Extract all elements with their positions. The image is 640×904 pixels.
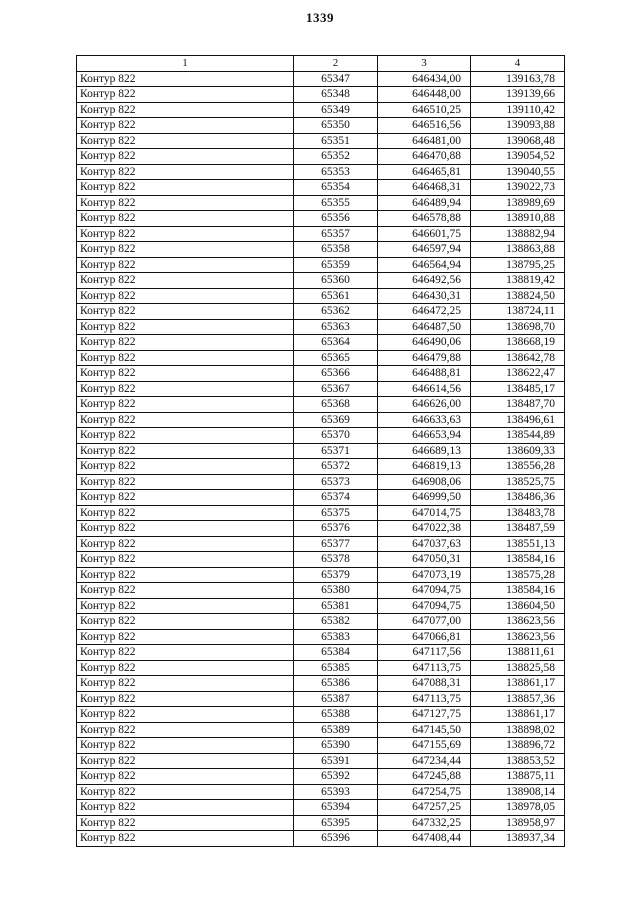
x-coordinate-cell: 647073,19 (378, 567, 471, 583)
x-coordinate-cell: 647077,00 (378, 614, 471, 630)
point-number-cell: 65396 (294, 831, 378, 847)
contour-name-cell: Контур 822 (77, 831, 294, 847)
table-row (77, 443, 565, 459)
contour-name-cell: Контур 822 (77, 459, 294, 475)
table-row (77, 350, 565, 366)
y-coordinate-cell: 138910,88 (471, 211, 565, 227)
x-coordinate-cell: 647066,81 (378, 629, 471, 645)
table-row (77, 257, 565, 273)
x-coordinate-cell: 647145,50 (378, 722, 471, 738)
x-coordinate-cell: 647088,31 (378, 676, 471, 692)
y-coordinate-cell: 138496,61 (471, 412, 565, 428)
table-row (77, 164, 565, 180)
x-coordinate-cell: 646434,00 (378, 71, 471, 87)
point-number-cell: 65367 (294, 381, 378, 397)
contour-name-cell: Контур 822 (77, 288, 294, 304)
table-row (77, 629, 565, 645)
y-coordinate-cell: 138857,36 (471, 691, 565, 707)
y-coordinate-cell: 138485,17 (471, 381, 565, 397)
x-coordinate-cell: 647332,25 (378, 815, 471, 831)
point-number-cell: 65373 (294, 474, 378, 490)
contour-name-cell: Контур 822 (77, 71, 294, 87)
contour-name-cell: Контур 822 (77, 536, 294, 552)
y-coordinate-cell: 138575,28 (471, 567, 565, 583)
x-coordinate-cell: 646510,25 (378, 102, 471, 118)
contour-name-cell: Контур 822 (77, 397, 294, 413)
table-row (77, 614, 565, 630)
point-number-cell: 65379 (294, 567, 378, 583)
y-coordinate-cell: 138544,89 (471, 428, 565, 444)
point-number-cell: 65383 (294, 629, 378, 645)
point-number-cell: 65356 (294, 211, 378, 227)
point-number-cell: 65352 (294, 149, 378, 165)
x-coordinate-cell: 646479,88 (378, 350, 471, 366)
page-number: 1339 (306, 10, 334, 25)
x-coordinate-cell: 647037,63 (378, 536, 471, 552)
x-coordinate-cell: 646448,00 (378, 87, 471, 103)
table-row (77, 412, 565, 428)
table-row (77, 815, 565, 831)
point-number-cell: 65378 (294, 552, 378, 568)
table-row (77, 583, 565, 599)
y-coordinate-cell: 138958,97 (471, 815, 565, 831)
table-row (77, 149, 565, 165)
point-number-cell: 65376 (294, 521, 378, 537)
y-coordinate-cell: 138978,05 (471, 800, 565, 816)
y-coordinate-cell: 138623,56 (471, 629, 565, 645)
contour-name-cell: Контур 822 (77, 490, 294, 506)
point-number-cell: 65362 (294, 304, 378, 320)
point-number-cell: 65363 (294, 319, 378, 335)
column-header-3: 3 (378, 56, 471, 72)
table-body (77, 71, 565, 846)
table-row (77, 71, 565, 87)
table-row (77, 87, 565, 103)
x-coordinate-cell: 646626,00 (378, 397, 471, 413)
point-number-cell: 65374 (294, 490, 378, 506)
point-number-cell: 65347 (294, 71, 378, 87)
contour-name-cell: Контур 822 (77, 412, 294, 428)
contour-name-cell: Контур 822 (77, 738, 294, 754)
contour-name-cell: Контур 822 (77, 691, 294, 707)
point-number-cell: 65394 (294, 800, 378, 816)
point-number-cell: 65366 (294, 366, 378, 382)
point-number-cell: 65348 (294, 87, 378, 103)
contour-name-cell: Контур 822 (77, 118, 294, 134)
y-coordinate-cell: 138698,70 (471, 319, 565, 335)
point-number-cell: 65365 (294, 350, 378, 366)
point-number-cell: 65381 (294, 598, 378, 614)
table-row (77, 490, 565, 506)
point-number-cell: 65393 (294, 784, 378, 800)
y-coordinate-cell: 139054,52 (471, 149, 565, 165)
y-coordinate-cell: 138584,16 (471, 583, 565, 599)
table-row (77, 381, 565, 397)
contour-name-cell: Контур 822 (77, 521, 294, 537)
table-row (77, 676, 565, 692)
table-row (77, 474, 565, 490)
x-coordinate-cell: 647234,44 (378, 753, 471, 769)
x-coordinate-cell: 647094,75 (378, 598, 471, 614)
point-number-cell: 65349 (294, 102, 378, 118)
x-coordinate-cell: 646470,88 (378, 149, 471, 165)
y-coordinate-cell: 139110,42 (471, 102, 565, 118)
contour-name-cell: Контур 822 (77, 133, 294, 149)
table-row (77, 800, 565, 816)
point-number-cell: 65371 (294, 443, 378, 459)
x-coordinate-cell: 646578,88 (378, 211, 471, 227)
y-coordinate-cell: 138668,19 (471, 335, 565, 351)
contour-name-cell: Контур 822 (77, 87, 294, 103)
point-number-cell: 65360 (294, 273, 378, 289)
y-coordinate-cell: 138483,78 (471, 505, 565, 521)
point-number-cell: 65395 (294, 815, 378, 831)
y-coordinate-cell: 138556,28 (471, 459, 565, 475)
x-coordinate-cell: 647050,31 (378, 552, 471, 568)
table-row (77, 195, 565, 211)
table-row (77, 521, 565, 537)
point-number-cell: 65361 (294, 288, 378, 304)
y-coordinate-cell: 138825,58 (471, 660, 565, 676)
x-coordinate-cell: 646597,94 (378, 242, 471, 258)
y-coordinate-cell: 138908,14 (471, 784, 565, 800)
table-row (77, 769, 565, 785)
x-coordinate-cell: 646601,75 (378, 226, 471, 242)
table-row (77, 397, 565, 413)
y-coordinate-cell: 138525,75 (471, 474, 565, 490)
contour-name-cell: Контур 822 (77, 226, 294, 242)
y-coordinate-cell: 138863,88 (471, 242, 565, 258)
y-coordinate-cell: 139093,88 (471, 118, 565, 134)
x-coordinate-cell: 646908,06 (378, 474, 471, 490)
column-header-4: 4 (471, 56, 565, 72)
table-row (77, 335, 565, 351)
x-coordinate-cell: 646488,81 (378, 366, 471, 382)
contour-name-cell: Контур 822 (77, 180, 294, 196)
table-row (77, 319, 565, 335)
table-row (77, 505, 565, 521)
contour-name-cell: Контур 822 (77, 164, 294, 180)
x-coordinate-cell: 646430,31 (378, 288, 471, 304)
y-coordinate-cell: 138609,33 (471, 443, 565, 459)
x-coordinate-cell: 646487,50 (378, 319, 471, 335)
table-row (77, 242, 565, 258)
contour-name-cell: Контур 822 (77, 769, 294, 785)
table-row (77, 567, 565, 583)
y-coordinate-cell: 138622,47 (471, 366, 565, 382)
x-coordinate-cell: 646465,81 (378, 164, 471, 180)
y-coordinate-cell: 138989,69 (471, 195, 565, 211)
contour-name-cell: Контур 822 (77, 614, 294, 630)
table-row (77, 304, 565, 320)
point-number-cell: 65351 (294, 133, 378, 149)
x-coordinate-cell: 646492,56 (378, 273, 471, 289)
point-number-cell: 65372 (294, 459, 378, 475)
contour-name-cell: Контур 822 (77, 815, 294, 831)
y-coordinate-cell: 138898,02 (471, 722, 565, 738)
y-coordinate-cell: 138795,25 (471, 257, 565, 273)
contour-name-cell: Контур 822 (77, 381, 294, 397)
x-coordinate-cell: 647127,75 (378, 707, 471, 723)
table-row (77, 738, 565, 754)
x-coordinate-cell: 647014,75 (378, 505, 471, 521)
y-coordinate-cell: 139139,66 (471, 87, 565, 103)
y-coordinate-cell: 139068,48 (471, 133, 565, 149)
contour-name-cell: Контур 822 (77, 428, 294, 444)
contour-name-cell: Контур 822 (77, 505, 294, 521)
table-row (77, 211, 565, 227)
y-coordinate-cell: 138819,42 (471, 273, 565, 289)
x-coordinate-cell: 646490,06 (378, 335, 471, 351)
contour-name-cell: Контур 822 (77, 784, 294, 800)
table-row (77, 707, 565, 723)
y-coordinate-cell: 139022,73 (471, 180, 565, 196)
point-number-cell: 65391 (294, 753, 378, 769)
contour-name-cell: Контур 822 (77, 552, 294, 568)
x-coordinate-cell: 647254,75 (378, 784, 471, 800)
y-coordinate-cell: 139040,55 (471, 164, 565, 180)
x-coordinate-cell: 646633,63 (378, 412, 471, 428)
point-number-cell: 65377 (294, 536, 378, 552)
point-number-cell: 65353 (294, 164, 378, 180)
contour-name-cell: Контур 822 (77, 676, 294, 692)
coordinates-table (76, 55, 565, 847)
contour-name-cell: Контур 822 (77, 800, 294, 816)
x-coordinate-cell: 647117,56 (378, 645, 471, 661)
y-coordinate-cell: 138896,72 (471, 738, 565, 754)
point-number-cell: 65386 (294, 676, 378, 692)
x-coordinate-cell: 646472,25 (378, 304, 471, 320)
table-row (77, 831, 565, 847)
point-number-cell: 65382 (294, 614, 378, 630)
table-row (77, 459, 565, 475)
x-coordinate-cell: 646653,94 (378, 428, 471, 444)
table-row (77, 133, 565, 149)
contour-name-cell: Контур 822 (77, 273, 294, 289)
table-row (77, 428, 565, 444)
x-coordinate-cell: 647022,38 (378, 521, 471, 537)
y-coordinate-cell: 138875,11 (471, 769, 565, 785)
y-coordinate-cell: 138604,50 (471, 598, 565, 614)
point-number-cell: 65384 (294, 645, 378, 661)
x-coordinate-cell: 646489,94 (378, 195, 471, 211)
table-row (77, 118, 565, 134)
x-coordinate-cell: 647113,75 (378, 660, 471, 676)
table-row (77, 288, 565, 304)
contour-name-cell: Контур 822 (77, 707, 294, 723)
point-number-cell: 65385 (294, 660, 378, 676)
x-coordinate-cell: 646689,13 (378, 443, 471, 459)
contour-name-cell: Контур 822 (77, 598, 294, 614)
y-coordinate-cell: 138487,59 (471, 521, 565, 537)
x-coordinate-cell: 647155,69 (378, 738, 471, 754)
x-coordinate-cell: 646564,94 (378, 257, 471, 273)
x-coordinate-cell: 647094,75 (378, 583, 471, 599)
contour-name-cell: Контур 822 (77, 722, 294, 738)
table-row (77, 598, 565, 614)
x-coordinate-cell: 646999,50 (378, 490, 471, 506)
table-row (77, 536, 565, 552)
x-coordinate-cell: 646819,13 (378, 459, 471, 475)
point-number-cell: 65390 (294, 738, 378, 754)
contour-name-cell: Контур 822 (77, 583, 294, 599)
contour-name-cell: Контур 822 (77, 102, 294, 118)
table-row (77, 660, 565, 676)
y-coordinate-cell: 138937,34 (471, 831, 565, 847)
x-coordinate-cell: 647245,88 (378, 769, 471, 785)
contour-name-cell: Контур 822 (77, 645, 294, 661)
x-coordinate-cell: 647408,44 (378, 831, 471, 847)
table-header-row (77, 56, 565, 72)
table-row (77, 180, 565, 196)
point-number-cell: 65358 (294, 242, 378, 258)
x-coordinate-cell: 647257,25 (378, 800, 471, 816)
point-number-cell: 65354 (294, 180, 378, 196)
point-number-cell: 65350 (294, 118, 378, 134)
contour-name-cell: Контур 822 (77, 335, 294, 351)
point-number-cell: 65368 (294, 397, 378, 413)
contour-name-cell: Контур 822 (77, 443, 294, 459)
point-number-cell: 65392 (294, 769, 378, 785)
table-row (77, 552, 565, 568)
y-coordinate-cell: 138642,78 (471, 350, 565, 366)
y-coordinate-cell: 138724,11 (471, 304, 565, 320)
point-number-cell: 65359 (294, 257, 378, 273)
table-row (77, 691, 565, 707)
y-coordinate-cell: 138882,94 (471, 226, 565, 242)
contour-name-cell: Контур 822 (77, 195, 294, 211)
point-number-cell: 65375 (294, 505, 378, 521)
x-coordinate-cell: 646614,56 (378, 381, 471, 397)
y-coordinate-cell: 138584,16 (471, 552, 565, 568)
column-header-1: 1 (77, 56, 294, 72)
x-coordinate-cell: 646481,00 (378, 133, 471, 149)
table-row (77, 784, 565, 800)
x-coordinate-cell: 647113,75 (378, 691, 471, 707)
x-coordinate-cell: 646468,31 (378, 180, 471, 196)
table-row (77, 273, 565, 289)
y-coordinate-cell: 138486,36 (471, 490, 565, 506)
contour-name-cell: Контур 822 (77, 474, 294, 490)
table-row (77, 366, 565, 382)
y-coordinate-cell: 138487,70 (471, 397, 565, 413)
contour-name-cell: Контур 822 (77, 304, 294, 320)
point-number-cell: 65389 (294, 722, 378, 738)
point-number-cell: 65370 (294, 428, 378, 444)
y-coordinate-cell: 138853,52 (471, 753, 565, 769)
column-header-2: 2 (294, 56, 378, 72)
y-coordinate-cell: 139163,78 (471, 71, 565, 87)
table-row (77, 102, 565, 118)
contour-name-cell: Контур 822 (77, 211, 294, 227)
y-coordinate-cell: 138623,56 (471, 614, 565, 630)
contour-name-cell: Контур 822 (77, 350, 294, 366)
table-row (77, 722, 565, 738)
point-number-cell: 65364 (294, 335, 378, 351)
point-number-cell: 65369 (294, 412, 378, 428)
y-coordinate-cell: 138861,17 (471, 707, 565, 723)
table-row (77, 645, 565, 661)
y-coordinate-cell: 138824,50 (471, 288, 565, 304)
contour-name-cell: Контур 822 (77, 366, 294, 382)
x-coordinate-cell: 646516,56 (378, 118, 471, 134)
contour-name-cell: Контур 822 (77, 319, 294, 335)
point-number-cell: 65387 (294, 691, 378, 707)
contour-name-cell: Контур 822 (77, 753, 294, 769)
table-row (77, 753, 565, 769)
point-number-cell: 65380 (294, 583, 378, 599)
y-coordinate-cell: 138861,17 (471, 676, 565, 692)
contour-name-cell: Контур 822 (77, 257, 294, 273)
table-row (77, 226, 565, 242)
contour-name-cell: Контур 822 (77, 242, 294, 258)
contour-name-cell: Контур 822 (77, 149, 294, 165)
contour-name-cell: Контур 822 (77, 567, 294, 583)
contour-name-cell: Контур 822 (77, 660, 294, 676)
contour-name-cell: Контур 822 (77, 629, 294, 645)
point-number-cell: 65388 (294, 707, 378, 723)
point-number-cell: 65357 (294, 226, 378, 242)
y-coordinate-cell: 138551,13 (471, 536, 565, 552)
point-number-cell: 65355 (294, 195, 378, 211)
y-coordinate-cell: 138811,61 (471, 645, 565, 661)
